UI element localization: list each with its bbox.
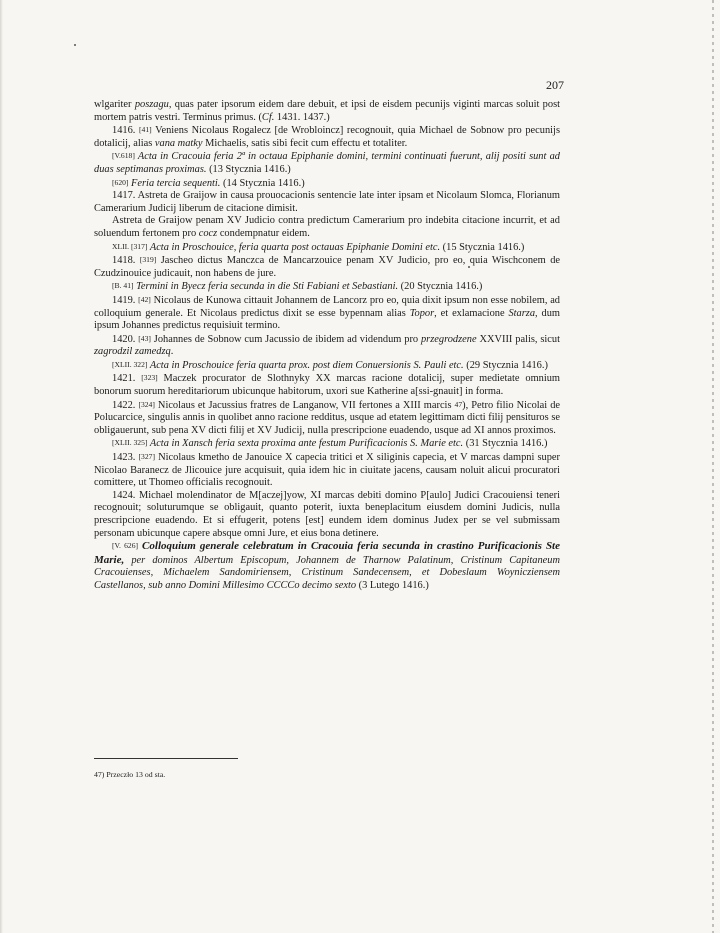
- entry-n322: [94, 359, 560, 373]
- body-text-run: , dum ipsum Johannes predictus requisiuit termino.: [94, 307, 560, 332]
- scan-speck: [74, 44, 76, 46]
- italic-text: vana matky: [154, 137, 203, 149]
- marginal-reference: [41]: [139, 125, 152, 135]
- entry-n41: [94, 280, 560, 294]
- italic-text: Topor: [409, 307, 435, 319]
- italic-text: Acta in Cracouia feria 2ª in octaua Epiphanie domini, termini continuati fuerunt, alij positi sunt ad duas septimanas proximas.: [94, 151, 560, 175]
- page-number: 207: [546, 78, 564, 92]
- entry-e1424: [94, 490, 560, 540]
- italic-text: Cf.: [261, 111, 275, 123]
- body-text-run: Michaelis, satis sibi fecit cum effectu et totaliter.: [202, 137, 408, 149]
- body-text-run: 1424. Michael molendinator de M[aczej]yow, XI marcas debiti domino P[aulo] Judici Cracouiensi teneri recognouit; soluturumque se obligauit, quanto poterit, iuxta beneplacitum eiusdem domini Judicis, nulla prescripcione euadendo. Et si effugerit, potens [est] eundem idem dominus Judex per se vel submissam personam ubicunque capere absque omni Jure, et eius bona detinere.: [94, 489, 560, 539]
- body-text-run: 1416.: [112, 125, 140, 137]
- body-text-run: 1422.: [112, 399, 139, 411]
- body-text-run: (15 Stycznia 1416.): [440, 241, 525, 253]
- entry-e1417b: [94, 215, 560, 240]
- marginal-reference: [V.618]: [112, 151, 135, 161]
- body-text-run: 1419.: [112, 294, 139, 306]
- body-text-run: Astreta de Graijow penam XV Judicio contra predictum Camerarium pro indebita citacione incurrit, et ad soluendum fertonem pro: [94, 215, 560, 239]
- marginal-reference: [B. 41]: [112, 281, 134, 291]
- entry-e1419: [94, 294, 560, 333]
- body-text-run: Nicolaus kmetho de Janouice X capecia tritici et X siliginis capecia, et V marcas dampni super Nicolao Baranecz de Jlicouice jure acquisuit, quia idem hic in ciuitate jacens, causam noluit alicui procuratori comittere, ut Thomeo officialis recognouit.: [94, 452, 560, 489]
- marginal-reference: [42]: [138, 294, 151, 304]
- body-text-run: Maczek procurator de Slothnyky XX marcas racione dotalicij, super medietate omnium bonorum suorum hereditariorum ubicunque habitorum, uxori sue Katherine a[ssi-gnauit] in forma.: [94, 373, 561, 398]
- footnote-rule: [94, 758, 238, 759]
- marginal-reference: [XLII. 322]: [112, 359, 148, 369]
- italic-text: Acta in Proschouice feria quarta prox. post diem Conuersionis S. Pauli etc.: [147, 359, 464, 371]
- entry-e1418: [94, 254, 560, 280]
- entry-e1416: [94, 124, 560, 150]
- body-text-run: (3 Lutego 1416.): [356, 579, 429, 591]
- italic-text: Starza: [508, 307, 536, 319]
- entry-e1422: [94, 399, 560, 438]
- body-text-run: Jascheo dictus Manczca de Mancarzouice penam XV Judicio, pro eo, quia Wischconem de Czudzinouice judicauit, non habens de jure.: [94, 255, 561, 279]
- entry-e1417: [94, 190, 560, 215]
- marginal-reference: 47: [454, 399, 463, 409]
- italic-text: Acta in Proschouice, feria quarta post octauas Epiphanie Domini etc.: [147, 241, 441, 253]
- marginal-reference: [620]: [112, 177, 129, 187]
- body-text-run: .: [170, 346, 174, 358]
- marginal-reference: [V. 626]: [112, 541, 139, 551]
- entry-n620: [94, 177, 560, 191]
- body-text-run: 1421.: [112, 373, 142, 385]
- entry-n317: [94, 241, 560, 255]
- italic-text: poszagu: [134, 99, 169, 110]
- marginal-reference: [XLII. 325]: [112, 438, 148, 448]
- italic-text: cocz: [198, 227, 218, 239]
- entry-n325: [94, 437, 560, 451]
- marginal-reference: [323]: [141, 373, 158, 383]
- body-text-run: 1420.: [112, 333, 139, 345]
- body-text-run: , et exlamacione: [434, 307, 509, 319]
- page-edge-shadow: [0, 0, 3, 933]
- body-text-run: 1417. Astreta de Graijow in causa prouocacionis sentencie late inter ipsam et Nicolaum Slomca, Florianum Camerarium Judicij liberum de citacione dimisit.: [94, 190, 560, 214]
- body-text-run: 1431. 1437.): [274, 111, 330, 123]
- italic-text: Acta in Xansch feria sexta proxima ante festum Purificacionis S. Marie etc.: [147, 438, 464, 450]
- body-text-run: 1423.: [112, 452, 139, 464]
- italic-text: per dominos Albertum Episcopum, Johannem de Tharnow Palatinum, Cristinum Capitaneum Cracouienses, Michaelem Sandomiriensem, Cristinum Sandecensem, et Dobeslaum Woynicziensem Castellanos, sub anno Domini Millesimo CCCCo decimo sexto: [94, 554, 560, 591]
- entry-e1421: [94, 372, 560, 398]
- body-text: [94, 99, 560, 593]
- marginal-reference: [327]: [138, 452, 155, 462]
- body-text-run: condempnatur eidem.: [217, 227, 310, 239]
- body-text-run: (20 Stycznia 1416.): [398, 281, 483, 293]
- body-text-run: wlgariter: [94, 99, 135, 110]
- body-text-run: (14 Stycznia 1416.): [220, 177, 305, 189]
- entry-n618: [94, 150, 560, 176]
- entry-e1420: [94, 333, 560, 359]
- body-text-run: Nicolaus et Jacussius fratres de Langanow, VII fertones a XIII marcis: [154, 399, 455, 411]
- italic-text: przegrodzene: [420, 333, 477, 345]
- body-text-run: Nicolaus de Kunowa cittauit Johannem de Lancorz pro eo, quia dixit ipsum non esse nobilem, ad colloquium generale. Et Nicolaus predictus dixit se esse bypennam alias: [94, 294, 561, 319]
- scan-speck: [468, 266, 470, 268]
- marginal-reference: [324]: [138, 399, 155, 409]
- body-text-run: ), Petro filio Nicolai de Polucarcice, singulis annis in quolibet anno racione redditus, usque ad etatem legittimam dicti filij pensituros se obligauerunt, sub pena XV dicti filij et XV Judicij, nulla prescripcione euadendo, usque ad XI annos proximos.: [94, 399, 561, 436]
- body-text-run: (13 Stycznia 1416.): [206, 163, 291, 175]
- body-text-run: (31 Stycznia 1416.): [463, 438, 548, 450]
- italic-text: zagrodzil zamedzq: [94, 346, 171, 358]
- entry-cont: [94, 99, 560, 124]
- italic-text: Termini in Byecz feria secunda in die Sti Fabiani et Sebastiani.: [133, 281, 399, 293]
- marginal-reference: [319]: [139, 255, 157, 265]
- marginal-reference: [43]: [138, 333, 151, 343]
- body-text-run: 1418.: [112, 255, 140, 267]
- body-text-run: XXVIII palis, sicut: [476, 333, 560, 345]
- italic-text: Feria tercia sequenti.: [128, 177, 221, 189]
- body-text-run: Veniens Nicolaus Rogalecz [de Wrobloincz] recognouit, quia Michael de Sobnow pro pecunijs dotalicij, alias: [94, 125, 560, 149]
- page-edge-perforation: [712, 0, 714, 933]
- entry-n626: [94, 540, 560, 592]
- footnote: 47) Przeczło 13 od sta.: [94, 770, 166, 779]
- body-text-run: (29 Stycznia 1416.): [463, 359, 548, 371]
- section-heading: Colloquium generale celebratum in Cracouia feria secunda in crastino Purificacionis Ste Marie,: [94, 540, 560, 566]
- body-text-run: Johannes de Sobnow cum Jacussio de ibidem ad videndum pro: [150, 333, 421, 345]
- marginal-reference: XLII. [317]: [112, 241, 148, 251]
- body-text-run: , quas pater ipsorum eidem dare debuit, et ipsi de eisdem pecunijs viginti marcas soluit post mortem patris vestri. Terminus primus. (: [94, 99, 560, 123]
- entry-e1423: [94, 451, 560, 490]
